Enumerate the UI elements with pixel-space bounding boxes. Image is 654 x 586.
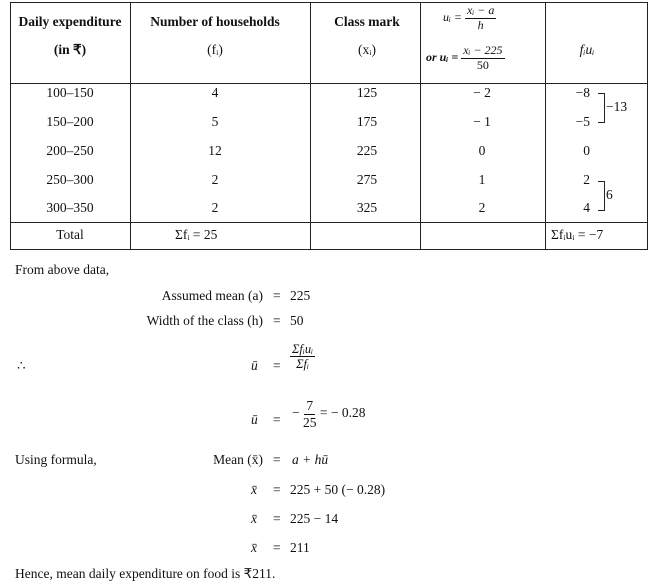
- table-cell-range: 300–350: [46, 200, 94, 215]
- table-cell-x: 225: [356, 143, 378, 158]
- table-cell-u: 1: [478, 172, 486, 187]
- table-cell-range: 150–200: [46, 114, 94, 129]
- table-cell-x: 325: [356, 200, 378, 215]
- equals: =: [273, 511, 281, 526]
- total-fu: Σfᵢuᵢ = −7: [551, 227, 604, 242]
- table-cell-f: 5: [211, 114, 219, 129]
- table-cell-fu: −5: [575, 114, 590, 129]
- assumed-mean-label: Assumed mean (a): [161, 288, 263, 303]
- equals: =: [273, 412, 281, 427]
- width-value: 50: [290, 313, 304, 328]
- conclusion-text: Hence, mean daily expenditure on food is ₹211.: [15, 566, 276, 581]
- u-lhs: uᵢ =: [443, 10, 462, 25]
- table-cell-f: 2: [211, 200, 219, 215]
- table-cell-u: 2: [478, 200, 486, 215]
- ubar-fraction: $\frac{\text{Σfᵢuᵢ}}{\text{Σfᵢ}}$: [292, 342, 314, 372]
- bracket: [598, 181, 605, 211]
- table-cell-fu: 4: [583, 200, 590, 215]
- table-cell-range: 200–250: [46, 143, 94, 158]
- mean-label: Mean (x̄): [213, 452, 263, 467]
- equals: =: [273, 313, 281, 328]
- header-class-mark: Class mark: [334, 14, 400, 29]
- header-divider: [10, 83, 647, 84]
- col-line: [647, 2, 648, 250]
- table-cell-range: 100–150: [46, 85, 94, 100]
- using-formula-text: Using formula,: [15, 452, 97, 467]
- total-f: Σfᵢ = 25: [175, 227, 218, 242]
- table-cell-u: − 2: [473, 85, 491, 100]
- table-cell-x: 125: [356, 85, 378, 100]
- table-border-top: [10, 2, 647, 3]
- u-lhs2: or uᵢ =: [426, 50, 459, 65]
- step-value: 225 − 14: [290, 511, 339, 526]
- header-fi: (fᵢ): [207, 42, 223, 57]
- table-cell-f: 12: [208, 143, 222, 158]
- table-cell-x: 275: [356, 172, 378, 187]
- assumed-mean-value: 225: [290, 288, 311, 303]
- ubar-value: − $\frac{7}{25}$ = − 0.28: [292, 398, 366, 430]
- u-num: xᵢ − a: [467, 3, 495, 17]
- header-u-formula: [443, 4, 496, 33]
- therefore-symbol: ∴: [17, 358, 26, 373]
- header-fiui: fᵢuᵢ: [579, 42, 595, 57]
- header-u-formula2: [426, 44, 505, 73]
- header-expenditure-unit: (in ₹): [53, 42, 87, 57]
- table-cell-fu: −8: [575, 85, 590, 100]
- ubar: ū: [251, 358, 258, 373]
- xbar: x̄: [251, 482, 257, 497]
- header-households: Number of households: [150, 14, 280, 29]
- table-cell-f: 2: [211, 172, 219, 187]
- u-den2: 50: [476, 57, 489, 72]
- col-line: [545, 2, 546, 250]
- intro-text: From above data,: [15, 262, 110, 277]
- width-label: Width of the class (h): [146, 313, 263, 328]
- table-cell-range: 250–300: [46, 172, 94, 187]
- equals: =: [273, 482, 281, 497]
- equals: =: [273, 358, 281, 373]
- xbar: x̄: [251, 540, 257, 555]
- header-expenditure: Daily expenditure: [18, 14, 122, 29]
- u-num2: xᵢ − 225: [463, 43, 503, 57]
- table-cell-u: 0: [478, 143, 486, 158]
- u-den: h: [477, 17, 484, 32]
- xbar: x̄: [251, 511, 257, 526]
- step-value: 225 + 50 (− 0.28): [290, 482, 386, 497]
- col-line: [420, 2, 421, 250]
- group-sum-negative: −13: [606, 99, 628, 114]
- table-cell-u: − 1: [473, 114, 491, 129]
- total-label: Total: [56, 227, 84, 242]
- equals: =: [273, 540, 281, 555]
- table-cell-fu: 0: [583, 143, 590, 158]
- table-border-bottom: [10, 249, 647, 250]
- mean-formula: a + hū: [292, 452, 329, 467]
- header-xi: (xᵢ): [358, 42, 376, 57]
- table-cell-fu: 2: [583, 172, 590, 187]
- table-cell-f: 4: [211, 85, 219, 100]
- ubar: ū: [251, 412, 258, 427]
- equals: =: [273, 288, 281, 303]
- equals: =: [273, 452, 281, 467]
- col-line: [10, 2, 11, 250]
- col-line: [310, 2, 311, 250]
- bracket: [598, 93, 605, 123]
- total-divider: [10, 222, 647, 223]
- table-cell-x: 175: [356, 114, 378, 129]
- step-value: 211: [290, 540, 310, 555]
- col-line: [130, 2, 131, 250]
- group-sum-positive: 6: [606, 187, 613, 202]
